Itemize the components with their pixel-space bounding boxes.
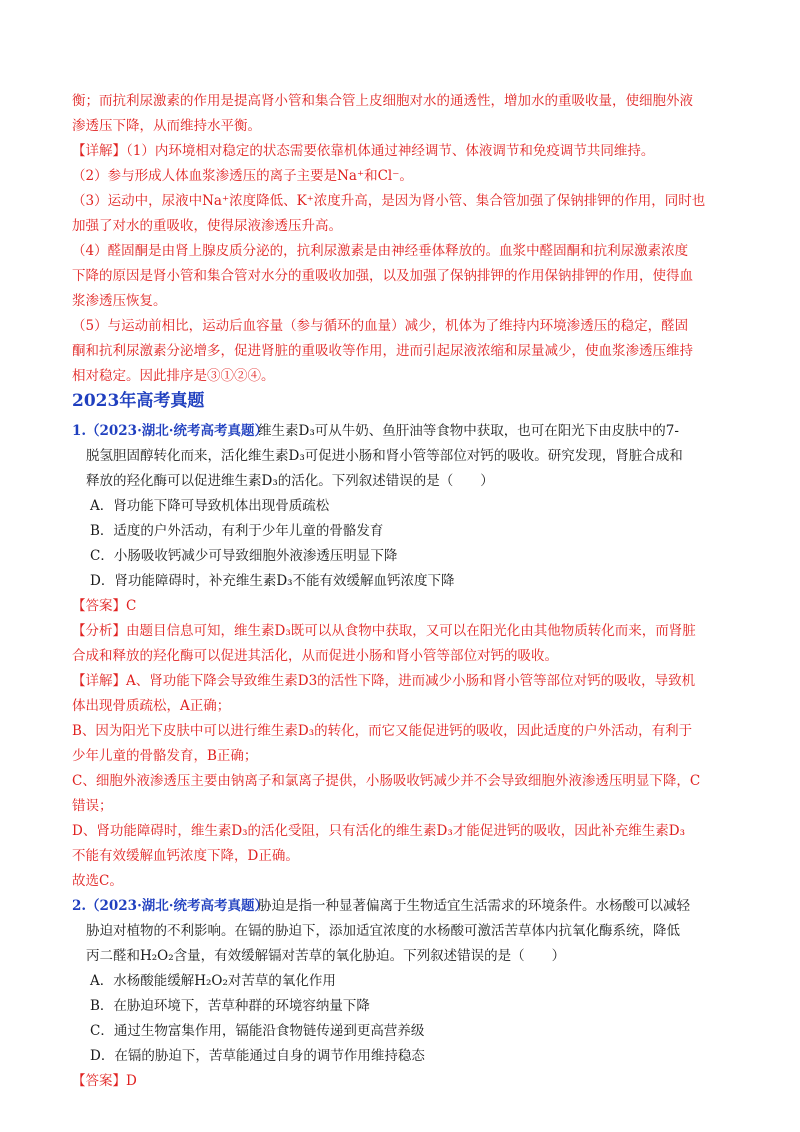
question-stem-line: 胁迫是指一种显著偏离于生物适宜生活需求的环境条件。水杨酸可以减轻 [258,898,690,914]
explanation-line: 渗透压下降，从而维持水平衡。 [72,118,261,134]
option-d: D．在镉的胁迫下，苦草能通过自身的调节作用维持稳态 [90,1048,425,1064]
question-stem-line: 脱氢胆固醇转化而来，活化维生素D₃可促进小肠和肾小管等部位对钙的吸收。研究发现，肾脏合成和 [86,448,683,464]
question-number: 2. [72,898,87,914]
explanation-line: 衡；而抗利尿激素的作用是提高肾小管和集合管上皮细胞对水的通透性，增加水的重吸收量，使细胞外液 [72,93,693,109]
option-d: D．肾功能障碍时，补充维生素D₃不能有效缓解血钙浓度下降 [90,573,455,589]
analysis-line: 【分析】由题目信息可知，维生素D₃既可以从食物中获取，又可以在阳光化由其他物质转化而来，而肾脏 [72,623,696,639]
explanation-line: 下降的原因是肾小管和集合管对水分的重吸收加强，以及加强了保钠排钾的作用保钠排钾的作用，使得血 [72,268,693,284]
detail-line: 【详解】A、肾功能下降会导致维生素D3的活性下降，进而减少小肠和肾小管等部位对钙的吸收，导致机 [72,673,696,689]
detail-line: 不能有效缓解血钙浓度下降，D正确。 [72,848,299,864]
explanation-line: 酮和抗利尿激素分泌增多，促进肾脏的重吸收等作用，进而引起尿液浓缩和尿量减少，使血浆渗透压维持 [72,343,693,359]
analysis-line: 合成和释放的羟化酶可以促进其活化，从而促进小肠和肾小管等部位对钙的吸收。 [72,648,558,664]
detail-line: 体出现骨质疏松，A正确； [72,698,231,714]
explanation-line: 相对稳定。因此排序是③①②④。 [72,368,275,384]
detail-line: D、肾功能障碍时，维生素D₃的活化受阻，只有活化的维生素D₃才能促进钙的吸收，因此补充维生素D₃ [72,823,686,839]
option-b: B．适度的户外活动，有利于少年儿童的骨骼发育 [90,523,384,539]
detail-line: C、细胞外液渗透压主要由钠离子和氯离子提供，小肠吸收钙减少并不会导致细胞外液渗透压明显下降，C [72,773,701,789]
detail-line: 故选C。 [72,873,123,889]
explanation-line: （4）醛固酮是由肾上腺皮质分泌的，抗利尿激素是由神经垂体释放的。血浆中醛固酮和抗利尿激素浓度 [72,243,689,259]
question-number: 1. [72,423,87,439]
detail-line: B、因为阳光下皮肤中可以进行维生素D₃的转化，而它又能促进钙的吸收，因此适度的户外活动，有利于 [72,723,693,739]
explanation-line: 【详解】（1）内环境相对稳定的状态需要依靠机体通过神经调节、体液调节和免疫调节共同维持。 [72,143,655,159]
question-stem-line: 丙二醛和H₂O₂含量，有效缓解镉对苦草的氧化胁迫。下列叙述错误的是（ ） [86,948,566,964]
question-stem-line: 胁迫对植物的不利影响。在镉的胁迫下，添加适宜浓度的水杨酸可激活苦草体内抗氧化酶系统，降低 [86,923,680,939]
option-a: A．水杨酸能缓解H₂O₂对苦草的氧化作用 [90,973,336,989]
option-b: B．在胁迫环境下，苦草种群的环境容纳量下降 [90,998,370,1014]
answer: 【答案】D [72,1073,137,1089]
explanation-line: （2）参与形成人体血浆渗透压的离子主要是Na⁺和Cl⁻。 [72,168,413,184]
detail-line: 错误； [72,798,113,814]
question-source: （2023·湖北·统考高考真题） [86,898,268,914]
explanation-line: （3）运动中，尿液中Na⁺浓度降低、K⁺浓度升高，是因为肾小管、集合管加强了保钠排钾的作用，同时也 [72,193,706,209]
question-stem-line: 释放的羟化酶可以促进维生素D₃的活化。下列叙述错误的是（ ） [86,473,494,489]
explanation-line: （5）与运动前相比，运动后血容量（参与循环的血量）减少，机体为了维持内环境渗透压的稳定，醛固 [72,318,689,334]
option-a: A．肾功能下降可导致机体出现骨质疏松 [90,498,330,514]
option-c: C．小肠吸收钙减少可导致细胞外液渗透压明显下降 [90,548,398,564]
explanation-line: 加强了对水的重吸收，使得尿液渗透压升高。 [72,218,342,234]
explanation-line: 浆渗透压恢复。 [72,293,167,309]
detail-line: 少年儿童的骨骼发育，B正确； [72,748,258,764]
answer: 【答案】C [72,598,137,614]
option-c: C．通过生物富集作用，镉能沿食物链传递到更高营养级 [90,1023,425,1039]
section-title: 2023年高考真题 [72,391,205,411]
question-stem-line: 维生素D₃可从牛奶、鱼肝油等食物中获取，也可在阳光下由皮肤中的7- [258,423,679,439]
question-source: （2023·湖北·统考高考真题） [86,423,268,439]
